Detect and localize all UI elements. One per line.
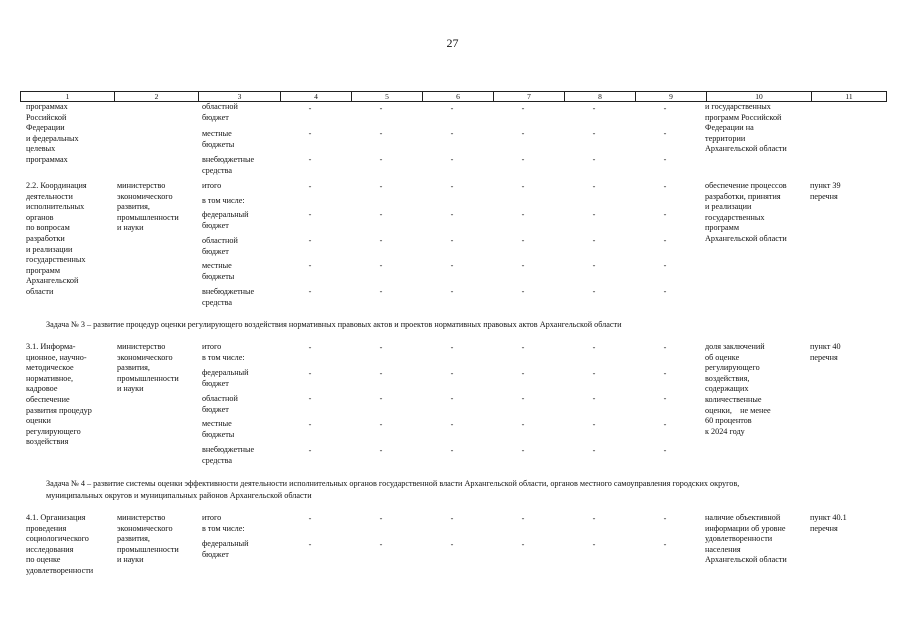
block-b-source-local: местные бюджеты: [202, 261, 235, 281]
value-cell: -: [308, 210, 312, 219]
header-col-11: 11: [845, 92, 853, 101]
block-a-source-extra: внебюджетные средства: [202, 155, 255, 175]
block-c-source-extra: внебюджетные средства: [202, 445, 255, 465]
value-cell: -: [592, 420, 596, 429]
value-cell: -: [592, 155, 596, 164]
block-d-reference: пункт 40.1 перечня: [810, 513, 847, 533]
value-cell: -: [450, 394, 454, 403]
value-cell: -: [663, 210, 667, 219]
value-cell: -: [308, 540, 312, 549]
value-cell: -: [450, 287, 454, 296]
value-cell: -: [663, 129, 667, 138]
task-3-heading: Задача № 3 – развитие процедур оценки регулирующего воздействия нормативных правовых актов и проектов нормативных правовых актов Архангельской области: [46, 320, 622, 329]
value-cell: -: [450, 369, 454, 378]
value-cell: -: [592, 261, 596, 270]
value-cell: -: [592, 369, 596, 378]
value-cell: -: [450, 420, 454, 429]
value-cell: -: [308, 104, 312, 113]
header-col-9: 9: [636, 92, 707, 101]
value-cell: -: [521, 129, 525, 138]
value-cell: -: [450, 446, 454, 455]
value-cell: -: [663, 155, 667, 164]
block-b-source-regional: областной бюджет: [202, 236, 238, 256]
value-cell: -: [450, 261, 454, 270]
value-cell: -: [379, 540, 383, 549]
header-col-5: 5: [352, 92, 423, 101]
block-b-activity: 2.2. Координация деятельности исполнительных органов по вопросам разработки и реализации государственных программ Архангельской области: [26, 181, 87, 296]
value-cell: -: [663, 369, 667, 378]
block-b-executor: министерство экономического развития, промышленности и науки: [117, 181, 179, 233]
value-cell: -: [379, 210, 383, 219]
block-c-reference: пункт 40 перечня: [810, 342, 841, 362]
value-cell: -: [663, 540, 667, 549]
block-c-source-total: итого в том числе:: [202, 342, 245, 362]
value-cell: -: [521, 182, 525, 191]
value-cell: -: [521, 261, 525, 270]
value-cell: -: [308, 420, 312, 429]
value-cell: -: [379, 343, 383, 352]
header-col-3: 3: [199, 92, 281, 101]
value-cell: -: [450, 540, 454, 549]
value-cell: -: [450, 236, 454, 245]
value-cell: -: [308, 182, 312, 191]
header-col-4: 4: [281, 92, 352, 101]
table-header-row: [20, 91, 887, 102]
value-cell: -: [592, 540, 596, 549]
value-cell: -: [450, 343, 454, 352]
block-c-activity: 3.1. Информа- ционное, научно- методическое нормативное, кадровое обеспечение развития процедур оценки регулирующего воздействия: [26, 342, 92, 447]
value-cell: -: [379, 420, 383, 429]
value-cell: -: [521, 394, 525, 403]
value-cell: -: [379, 104, 383, 113]
value-cell: -: [308, 514, 312, 523]
value-cell: -: [663, 236, 667, 245]
value-cell: -: [379, 394, 383, 403]
value-cell: -: [663, 446, 667, 455]
value-cell: -: [592, 343, 596, 352]
block-c-source-regional: областной бюджет: [202, 394, 238, 414]
block-a-source-local: местные бюджеты: [202, 129, 235, 149]
value-cell: -: [521, 210, 525, 219]
page-number: 27: [446, 36, 459, 50]
value-cell: -: [450, 155, 454, 164]
value-cell: -: [308, 155, 312, 164]
value-cell: -: [450, 104, 454, 113]
header-col-10: 10: [707, 92, 812, 101]
value-cell: -: [592, 129, 596, 138]
value-cell: -: [308, 287, 312, 296]
header-col-8: 8: [565, 92, 636, 101]
block-c-result: доля заключений об оценке регулирующего воздействия, содержащих количественные оценки, не менее 60 процентов к 2024 году: [705, 342, 771, 436]
value-cell: -: [521, 369, 525, 378]
value-cell: -: [379, 236, 383, 245]
block-b-result: обеспечение процессов разработки, принятия и реализации государственных программ Архангельской области: [705, 181, 787, 243]
value-cell: -: [450, 210, 454, 219]
value-cell: -: [592, 446, 596, 455]
value-cell: -: [308, 343, 312, 352]
value-cell: -: [663, 343, 667, 352]
value-cell: -: [663, 420, 667, 429]
value-cell: -: [521, 287, 525, 296]
value-cell: -: [450, 514, 454, 523]
value-cell: -: [521, 104, 525, 113]
value-cell: -: [663, 261, 667, 270]
block-c-source-local: местные бюджеты: [202, 419, 235, 439]
block-b-source-incl: в том числе:: [202, 196, 245, 205]
block-b-source-federal: федеральный бюджет: [202, 210, 249, 230]
header-col-1: 1: [21, 92, 115, 101]
value-cell: -: [379, 261, 383, 270]
value-cell: -: [450, 129, 454, 138]
value-cell: -: [592, 514, 596, 523]
block-d-activity: 4.1. Организация проведения социологического исследования по оценке удовлетворенности: [26, 513, 94, 575]
header-col-2: 2: [115, 92, 199, 101]
value-cell: -: [521, 446, 525, 455]
value-cell: -: [592, 182, 596, 191]
value-cell: -: [308, 369, 312, 378]
block-b-source-total: итого: [202, 181, 222, 190]
value-cell: -: [308, 236, 312, 245]
block-c-source-federal: федеральный бюджет: [202, 368, 249, 388]
value-cell: -: [379, 369, 383, 378]
task-4-heading: Задача № 4 – развитие системы оценки эффективности деятельности исполнительных органов государственной власти Архангельской области, органов местного самоуправления городских округов, муниципальных округов и муниципальных районов Архангельской области: [46, 479, 740, 500]
block-d-result: наличие объективной информации об уровне удовлетворенности населения Архангельской области: [705, 513, 787, 565]
value-cell: -: [308, 129, 312, 138]
header-col-7: 7: [494, 92, 565, 101]
value-cell: -: [663, 104, 667, 113]
value-cell: -: [592, 210, 596, 219]
value-cell: -: [450, 182, 454, 191]
value-cell: -: [663, 182, 667, 191]
header-col-6: 6: [423, 92, 494, 101]
value-cell: -: [379, 287, 383, 296]
value-cell: -: [521, 236, 525, 245]
value-cell: -: [521, 343, 525, 352]
value-cell: -: [592, 104, 596, 113]
value-cell: -: [521, 155, 525, 164]
block-d-source-federal: федеральный бюджет: [202, 539, 249, 559]
block-c-executor: министерство экономического развития, промышленности и науки: [117, 342, 179, 394]
block-d-executor: министерство экономического развития, промышленности и науки: [117, 513, 179, 565]
value-cell: -: [521, 420, 525, 429]
block-b-source-extra: внебюджетные средства: [202, 287, 255, 307]
value-cell: -: [521, 514, 525, 523]
value-cell: -: [663, 287, 667, 296]
value-cell: -: [379, 514, 383, 523]
block-a-source-regional: областной бюджет: [202, 102, 238, 122]
value-cell: -: [592, 236, 596, 245]
value-cell: -: [308, 261, 312, 270]
value-cell: -: [663, 514, 667, 523]
value-cell: -: [379, 129, 383, 138]
value-cell: -: [592, 394, 596, 403]
block-a-activity: программах Российской Федерации и федеральных целевых программах: [26, 102, 79, 164]
value-cell: -: [379, 182, 383, 191]
value-cell: -: [521, 540, 525, 549]
block-d-source-total: итого в том числе:: [202, 513, 245, 533]
value-cell: -: [308, 394, 312, 403]
value-cell: -: [379, 446, 383, 455]
block-a-result: и государственных программ Российской Федерации на территории Архангельской области: [705, 102, 787, 154]
value-cell: -: [592, 287, 596, 296]
value-cell: -: [663, 394, 667, 403]
value-cell: -: [308, 446, 312, 455]
value-cell: -: [379, 155, 383, 164]
block-b-reference: пункт 39 перечня: [810, 181, 841, 201]
